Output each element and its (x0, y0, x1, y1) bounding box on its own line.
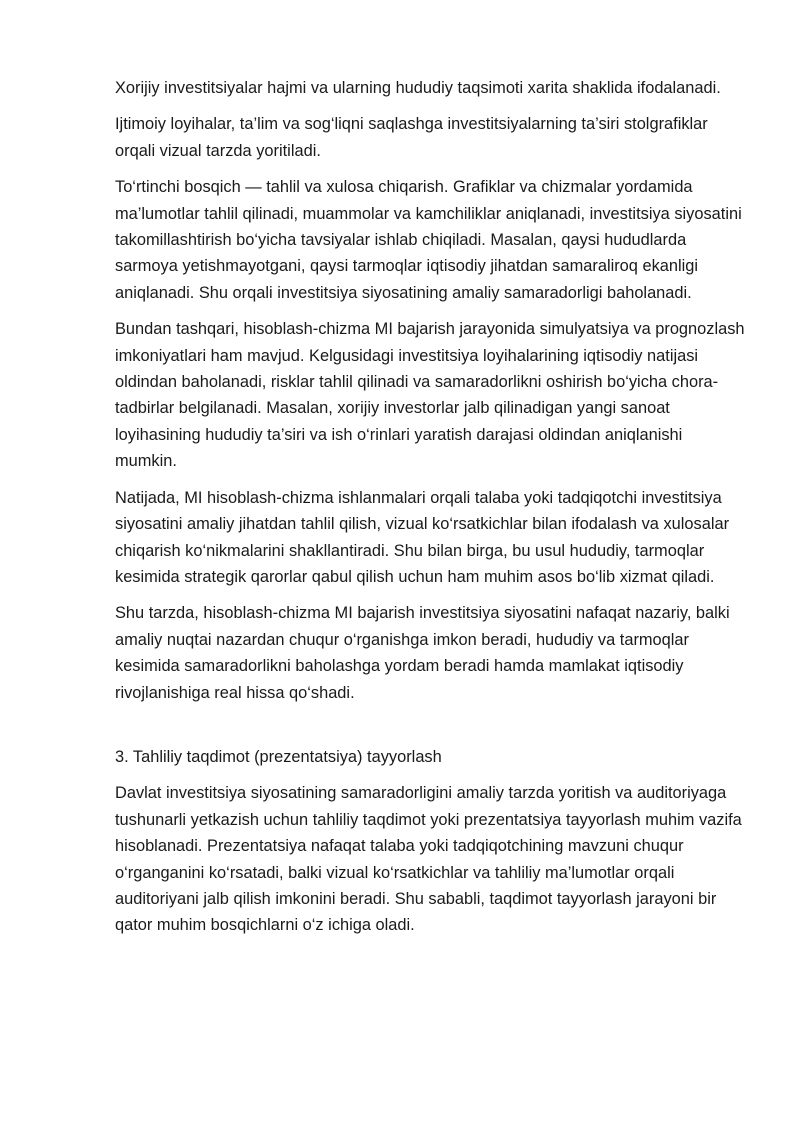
paragraph-simulation-forecasting: Bundan tashqari, hisoblash-chizma MI bajarish jarayonida simulyatsiya va prognozlash imkoniyatlari ham mavjud. Kelgusidagi investitsiya loyihalarining iqtisodiy natijasi oldindan baholanadi, risklar tahlil qilinadi va samaradorlikni oshirish bo‘yicha chora-tadbirlar belgilanadi. Masalan, xorijiy investorlar jalb qilinadigan yangi sanoat loyihasining hududiy ta’siri va ish o‘rinlari yaratish darajasi oldindan aniqlanishi mumkin. (115, 320, 745, 471)
paragraph-social-projects: Ijtimoiy loyihalar, ta’lim va sog‘liqni saqlashga investitsiyalarning ta’siri stolgrafiklar orqali vizual tarzda yoritiladi. (115, 115, 708, 160)
paragraph-result: Natijada, MI hisoblash-chizma ishlanmalari orqali talaba yoki tadqiqotchi investitsiya siyosatini amaliy jihatdan tahlil qilish, vizual ko‘rsatkichlar bilan ifodalash va xulosalar chiqarish ko‘nikmalarini shakllantiradi. Shu bilan birga, bu usul hududiy, tarmoqlar kesimida strategik qarorlar qabul qilish uchun ham muhim asos bo‘lib xizmat qiladi. (115, 488, 730, 586)
paragraph-foreign-investment-map: Xorijiy investitsiyalar hajmi va ularning hududiy taqsimoti xarita shaklida ifodalanadi. (115, 79, 721, 97)
section-heading: 3. Tahliliy taqdimot (prezentatsiya) tayyorlash (115, 747, 442, 766)
document-page (115, 75, 745, 949)
section-paragraph: Davlat investitsiya siyosatining samaradorligini amaliy tarzda yoritish va auditoriyaga tushunarli yetkazish uchun tahliliy taqdimot yoki prezentatsiya tayyorlash muhim vazifa hisoblanadi. Prezentatsiya nafaqat talaba yoki tadqiqotchining mavzuni chuqur o‘rganganini ko‘rsatadi, balki vizual ko‘rsatkichlar va tahliliy ma’lumotlar orqali auditoriyani jalb qilish imkonini beradi. Shu sababli, taqdimot tayyorlash jarayoni bir qator muhim bosqichlarni o‘z ichiga oladi. (115, 784, 742, 935)
paragraph-conclusion: Shu tarzda, hisoblash-chizma MI bajarish investitsiya siyosatini nafaqat nazariy, balki amaliy nuqtai nazardan chuqur o‘rganishga imkon beradi, hududiy va tarmoqlar kesimida samaradorlikni baholashga yordam beradi hamda mamlakat iqtisodiy rivojlanishiga real hissa qo‘shadi. (115, 604, 730, 702)
paragraph-fourth-stage: To‘rtinchi bosqich — tahlil va xulosa chiqarish. Grafiklar va chizmalar yordamida ma’lumotlar tahlil qilinadi, muammolar va kamchiliklar aniqlanadi, investitsiya siyosatini takomillashtirish bo‘yicha tavsiyalar ishlab chiqiladi. Masalan, qaysi hududlarda sarmoya yetishmayotgani, qaysi tarmoqlar iqtisodiy jihatdan samaraliroq ekanligi aniqlanadi. Shu orqali investitsiya siyosatining amaliy samaradorligi baholanadi. (115, 178, 742, 302)
